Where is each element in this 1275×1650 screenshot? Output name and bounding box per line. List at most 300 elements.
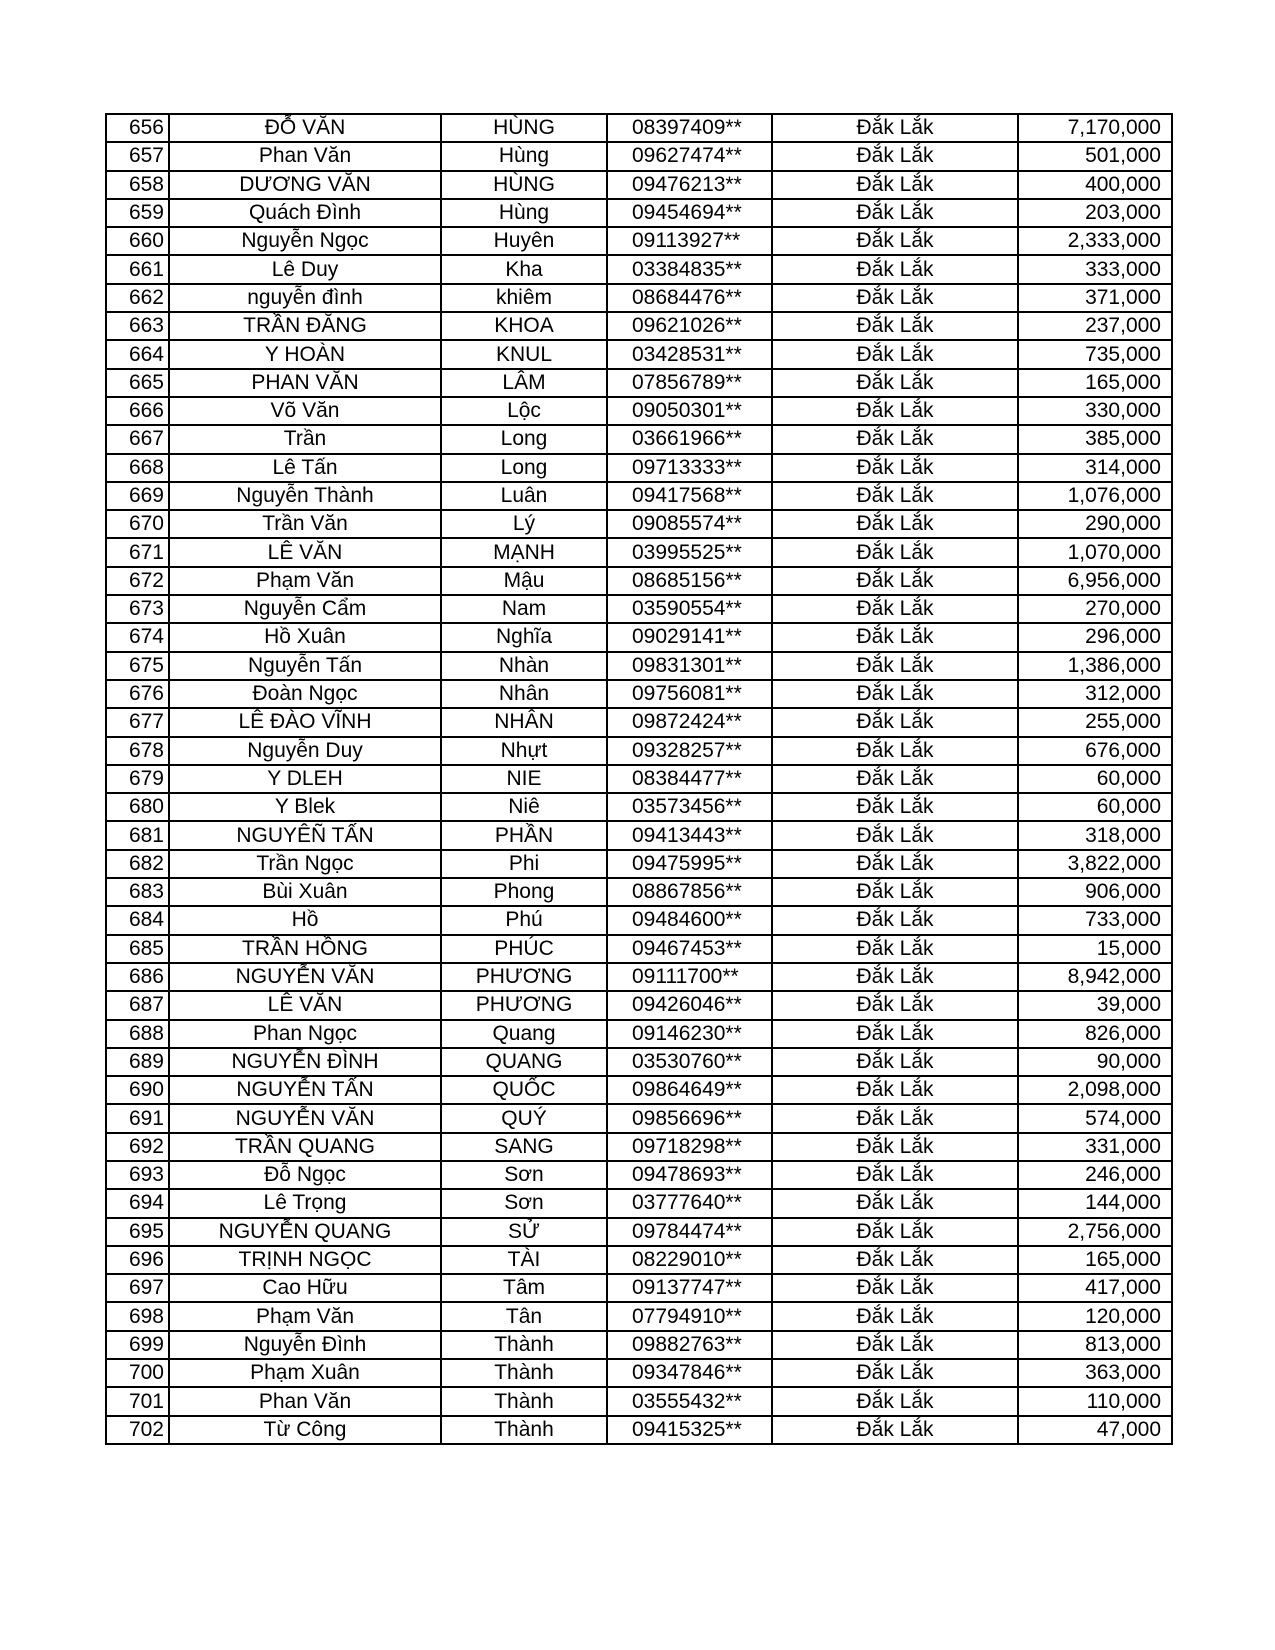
surname-cell: Y DLEH	[169, 765, 441, 793]
surname-cell: Nguyễn Thành	[169, 482, 441, 510]
row-number-cell: 683	[106, 878, 169, 906]
table-row	[106, 1331, 1172, 1359]
surname-cell: Quách Đình	[169, 199, 441, 227]
phone-cell: 08867856**	[607, 878, 772, 906]
table-row	[106, 1218, 1172, 1246]
surname-cell: Nguyễn Duy	[169, 737, 441, 765]
phone-cell: 08685156**	[607, 567, 772, 595]
table-row	[106, 1020, 1172, 1048]
amount-cell: 60,000	[1018, 793, 1172, 821]
surname-cell: Lê Tấn	[169, 454, 441, 482]
province-cell: Đắk Lắk	[772, 1302, 1018, 1330]
amount-cell: 237,000	[1018, 312, 1172, 340]
phone-cell: 09328257**	[607, 737, 772, 765]
phone-cell: 03384835**	[607, 255, 772, 283]
row-number-cell: 701	[106, 1387, 169, 1415]
surname-cell: DƯƠNG VĂN	[169, 171, 441, 199]
amount-cell: 1,070,000	[1018, 538, 1172, 566]
table-row	[106, 708, 1172, 736]
phone-cell: 09467453**	[607, 935, 772, 963]
row-number-cell: 699	[106, 1331, 169, 1359]
row-number-cell: 656	[106, 114, 169, 142]
given-name-cell: Huyên	[441, 227, 607, 255]
amount-cell: 400,000	[1018, 171, 1172, 199]
amount-cell: 165,000	[1018, 369, 1172, 397]
given-name-cell: khiêm	[441, 284, 607, 312]
given-name-cell: PHÚC	[441, 935, 607, 963]
surname-cell: Hồ	[169, 906, 441, 934]
table-row	[106, 595, 1172, 623]
table-body	[106, 114, 1172, 1444]
province-cell: Đắk Lắk	[772, 284, 1018, 312]
row-number-cell: 679	[106, 765, 169, 793]
given-name-cell: Thành	[441, 1359, 607, 1387]
table-row	[106, 623, 1172, 651]
phone-cell: 09882763**	[607, 1331, 772, 1359]
phone-cell: 03590554**	[607, 595, 772, 623]
surname-cell: Nguyễn Cẩm	[169, 595, 441, 623]
phone-cell: 03530760**	[607, 1048, 772, 1076]
table-row	[106, 1359, 1172, 1387]
row-number-cell: 670	[106, 510, 169, 538]
phone-cell: 03995525**	[607, 538, 772, 566]
amount-cell: 2,333,000	[1018, 227, 1172, 255]
row-number-cell: 686	[106, 963, 169, 991]
amount-cell: 165,000	[1018, 1246, 1172, 1274]
given-name-cell: PHƯƠNG	[441, 991, 607, 1019]
given-name-cell: NHÂN	[441, 708, 607, 736]
phone-cell: 09856696**	[607, 1104, 772, 1132]
surname-cell: Trần	[169, 425, 441, 453]
table-row	[106, 369, 1172, 397]
row-number-cell: 684	[106, 906, 169, 934]
surname-cell: Trần Ngọc	[169, 850, 441, 878]
row-number-cell: 666	[106, 397, 169, 425]
province-cell: Đắk Lắk	[772, 1104, 1018, 1132]
row-number-cell: 677	[106, 708, 169, 736]
phone-cell: 09872424**	[607, 708, 772, 736]
province-cell: Đắk Lắk	[772, 340, 1018, 368]
amount-cell: 6,956,000	[1018, 567, 1172, 595]
phone-cell: 09050301**	[607, 397, 772, 425]
province-cell: Đắk Lắk	[772, 1076, 1018, 1104]
phone-cell: 07794910**	[607, 1302, 772, 1330]
province-cell: Đắk Lắk	[772, 1416, 1018, 1444]
province-cell: Đắk Lắk	[772, 369, 1018, 397]
amount-cell: 385,000	[1018, 425, 1172, 453]
given-name-cell: Tân	[441, 1302, 607, 1330]
phone-cell: 09111700**	[607, 963, 772, 991]
given-name-cell: NIE	[441, 765, 607, 793]
province-cell: Đắk Lắk	[772, 425, 1018, 453]
surname-cell: ĐỖ VĂN	[169, 114, 441, 142]
row-number-cell: 664	[106, 340, 169, 368]
table-row	[106, 227, 1172, 255]
given-name-cell: Kha	[441, 255, 607, 283]
table-row	[106, 935, 1172, 963]
given-name-cell: Sơn	[441, 1189, 607, 1217]
surname-cell: Y Blek	[169, 793, 441, 821]
phone-cell: 09029141**	[607, 623, 772, 651]
row-number-cell: 663	[106, 312, 169, 340]
given-name-cell: Niê	[441, 793, 607, 821]
amount-cell: 3,822,000	[1018, 850, 1172, 878]
given-name-cell: PHƯƠNG	[441, 963, 607, 991]
amount-cell: 906,000	[1018, 878, 1172, 906]
row-number-cell: 674	[106, 623, 169, 651]
surname-cell: LÊ ĐÀO VĨNH	[169, 708, 441, 736]
table-row	[106, 1274, 1172, 1302]
phone-cell: 09713333**	[607, 454, 772, 482]
surname-cell: PHAN VĂN	[169, 369, 441, 397]
table-row	[106, 793, 1172, 821]
given-name-cell: Nhàn	[441, 652, 607, 680]
province-cell: Đắk Lắk	[772, 708, 1018, 736]
amount-cell: 676,000	[1018, 737, 1172, 765]
phone-cell: 09113927**	[607, 227, 772, 255]
province-cell: Đắk Lắk	[772, 114, 1018, 142]
phone-cell: 08684476**	[607, 284, 772, 312]
surname-cell: Phạm Xuân	[169, 1359, 441, 1387]
surname-cell: Đoàn Ngọc	[169, 680, 441, 708]
surname-cell: NGUYỄN VĂN	[169, 1104, 441, 1132]
surname-cell: NGUYỄN VĂN	[169, 963, 441, 991]
amount-cell: 330,000	[1018, 397, 1172, 425]
row-number-cell: 680	[106, 793, 169, 821]
row-number-cell: 661	[106, 255, 169, 283]
amount-cell: 2,098,000	[1018, 1076, 1172, 1104]
row-number-cell: 669	[106, 482, 169, 510]
province-cell: Đắk Lắk	[772, 1020, 1018, 1048]
amount-cell: 574,000	[1018, 1104, 1172, 1132]
table-row	[106, 1302, 1172, 1330]
phone-cell: 09347846**	[607, 1359, 772, 1387]
table-row	[106, 114, 1172, 142]
row-number-cell: 671	[106, 538, 169, 566]
table-row	[106, 821, 1172, 849]
phone-cell: 09426046**	[607, 991, 772, 1019]
amount-cell: 144,000	[1018, 1189, 1172, 1217]
province-cell: Đắk Lắk	[772, 595, 1018, 623]
given-name-cell: Hùng	[441, 142, 607, 170]
phone-cell: 08384477**	[607, 765, 772, 793]
given-name-cell: Nhựt	[441, 737, 607, 765]
table-row	[106, 482, 1172, 510]
table-row	[106, 454, 1172, 482]
surname-cell: TRỊNH NGỌC	[169, 1246, 441, 1274]
amount-cell: 246,000	[1018, 1161, 1172, 1189]
row-number-cell: 672	[106, 567, 169, 595]
surname-cell: Phan Văn	[169, 1387, 441, 1415]
row-number-cell: 692	[106, 1133, 169, 1161]
surname-cell: NGUYỄN TẤN	[169, 1076, 441, 1104]
given-name-cell: SỬ	[441, 1218, 607, 1246]
row-number-cell: 676	[106, 680, 169, 708]
province-cell: Đắk Lắk	[772, 171, 1018, 199]
amount-cell: 8,942,000	[1018, 963, 1172, 991]
table-row	[106, 1189, 1172, 1217]
amount-cell: 331,000	[1018, 1133, 1172, 1161]
province-cell: Đắk Lắk	[772, 1359, 1018, 1387]
row-number-cell: 681	[106, 821, 169, 849]
given-name-cell: Lộc	[441, 397, 607, 425]
surname-cell: NGUYỄN QUANG	[169, 1218, 441, 1246]
table-row	[106, 1161, 1172, 1189]
surname-cell: TRẦN QUANG	[169, 1133, 441, 1161]
row-number-cell: 694	[106, 1189, 169, 1217]
amount-cell: 813,000	[1018, 1331, 1172, 1359]
table-row	[106, 1076, 1172, 1104]
surname-cell: Nguyễn Ngọc	[169, 227, 441, 255]
surname-cell: TRẦN HỒNG	[169, 935, 441, 963]
table-row	[106, 538, 1172, 566]
table-row	[106, 765, 1172, 793]
province-cell: Đắk Lắk	[772, 397, 1018, 425]
surname-cell: Lê Duy	[169, 255, 441, 283]
province-cell: Đắk Lắk	[772, 906, 1018, 934]
row-number-cell: 657	[106, 142, 169, 170]
phone-cell: 09864649**	[607, 1076, 772, 1104]
province-cell: Đắk Lắk	[772, 538, 1018, 566]
surname-cell: LÊ VĂN	[169, 991, 441, 1019]
given-name-cell: TÀI	[441, 1246, 607, 1274]
province-cell: Đắk Lắk	[772, 510, 1018, 538]
surname-cell: Nguyễn Đình	[169, 1331, 441, 1359]
phone-cell: 09831301**	[607, 652, 772, 680]
province-cell: Đắk Lắk	[772, 1189, 1018, 1217]
amount-cell: 363,000	[1018, 1359, 1172, 1387]
row-number-cell: 678	[106, 737, 169, 765]
phone-cell: 09756081**	[607, 680, 772, 708]
province-cell: Đắk Lắk	[772, 1387, 1018, 1415]
table-row	[106, 1048, 1172, 1076]
given-name-cell: PHẦN	[441, 821, 607, 849]
surname-cell: Cao Hữu	[169, 1274, 441, 1302]
amount-cell: 501,000	[1018, 142, 1172, 170]
province-cell: Đắk Lắk	[772, 1246, 1018, 1274]
row-number-cell: 673	[106, 595, 169, 623]
row-number-cell: 668	[106, 454, 169, 482]
surname-cell: Từ Công	[169, 1416, 441, 1444]
table-row	[106, 255, 1172, 283]
province-cell: Đắk Lắk	[772, 567, 1018, 595]
phone-cell: 08397409**	[607, 114, 772, 142]
given-name-cell: HÙNG	[441, 114, 607, 142]
surname-cell: Bùi Xuân	[169, 878, 441, 906]
table-row	[106, 906, 1172, 934]
phone-cell: 08229010**	[607, 1246, 772, 1274]
given-name-cell: Lý	[441, 510, 607, 538]
given-name-cell: MẠNH	[441, 538, 607, 566]
given-name-cell: Nam	[441, 595, 607, 623]
province-cell: Đắk Lắk	[772, 312, 1018, 340]
row-number-cell: 675	[106, 652, 169, 680]
phone-cell: 07856789**	[607, 369, 772, 397]
row-number-cell: 659	[106, 199, 169, 227]
amount-cell: 255,000	[1018, 708, 1172, 736]
table-row	[106, 340, 1172, 368]
surname-cell: Lê Trọng	[169, 1189, 441, 1217]
amount-cell: 735,000	[1018, 340, 1172, 368]
table-row	[106, 312, 1172, 340]
given-name-cell: Thành	[441, 1416, 607, 1444]
province-cell: Đắk Lắk	[772, 142, 1018, 170]
recipient-table	[105, 113, 1173, 1445]
table-row	[106, 1246, 1172, 1274]
given-name-cell: LÂM	[441, 369, 607, 397]
amount-cell: 733,000	[1018, 906, 1172, 934]
row-number-cell: 667	[106, 425, 169, 453]
row-number-cell: 693	[106, 1161, 169, 1189]
phone-cell: 09476213**	[607, 171, 772, 199]
phone-cell: 03555432**	[607, 1387, 772, 1415]
amount-cell: 7,170,000	[1018, 114, 1172, 142]
phone-cell: 09417568**	[607, 482, 772, 510]
amount-cell: 60,000	[1018, 765, 1172, 793]
surname-cell: Phan Ngọc	[169, 1020, 441, 1048]
phone-cell: 03573456**	[607, 793, 772, 821]
province-cell: Đắk Lắk	[772, 482, 1018, 510]
amount-cell: 110,000	[1018, 1387, 1172, 1415]
phone-cell: 09454694**	[607, 199, 772, 227]
surname-cell: LÊ VĂN	[169, 538, 441, 566]
table-row	[106, 142, 1172, 170]
row-number-cell: 662	[106, 284, 169, 312]
surname-cell: Phạm Văn	[169, 567, 441, 595]
given-name-cell: Hùng	[441, 199, 607, 227]
amount-cell: 120,000	[1018, 1302, 1172, 1330]
given-name-cell: Nhân	[441, 680, 607, 708]
row-number-cell: 682	[106, 850, 169, 878]
surname-cell: nguyễn đình	[169, 284, 441, 312]
amount-cell: 270,000	[1018, 595, 1172, 623]
province-cell: Đắk Lắk	[772, 737, 1018, 765]
given-name-cell: Tâm	[441, 1274, 607, 1302]
phone-cell: 03777640**	[607, 1189, 772, 1217]
province-cell: Đắk Lắk	[772, 765, 1018, 793]
table-row	[106, 397, 1172, 425]
province-cell: Đắk Lắk	[772, 454, 1018, 482]
amount-cell: 47,000	[1018, 1416, 1172, 1444]
province-cell: Đắk Lắk	[772, 963, 1018, 991]
surname-cell: TRẦN ĐĂNG	[169, 312, 441, 340]
phone-cell: 09627474**	[607, 142, 772, 170]
province-cell: Đắk Lắk	[772, 227, 1018, 255]
amount-cell: 1,386,000	[1018, 652, 1172, 680]
surname-cell: NGUYỄN ĐÌNH	[169, 1048, 441, 1076]
table-row	[106, 1387, 1172, 1415]
phone-cell: 09137747**	[607, 1274, 772, 1302]
amount-cell: 90,000	[1018, 1048, 1172, 1076]
given-name-cell: Sơn	[441, 1161, 607, 1189]
phone-cell: 09146230**	[607, 1020, 772, 1048]
phone-cell: 09085574**	[607, 510, 772, 538]
table-row	[106, 850, 1172, 878]
given-name-cell: SANG	[441, 1133, 607, 1161]
province-cell: Đắk Lắk	[772, 1133, 1018, 1161]
table-row	[106, 680, 1172, 708]
province-cell: Đắk Lắk	[772, 878, 1018, 906]
surname-cell: Nguyễn Tấn	[169, 652, 441, 680]
table-row	[106, 1133, 1172, 1161]
province-cell: Đắk Lắk	[772, 1048, 1018, 1076]
surname-cell: NGUYÊÑ TẤN	[169, 821, 441, 849]
given-name-cell: Luân	[441, 482, 607, 510]
table-row	[106, 425, 1172, 453]
surname-cell: Đỗ Ngọc	[169, 1161, 441, 1189]
table-row	[106, 652, 1172, 680]
amount-cell: 826,000	[1018, 1020, 1172, 1048]
surname-cell: Hồ Xuân	[169, 623, 441, 651]
table-row	[106, 1104, 1172, 1132]
table-row	[106, 991, 1172, 1019]
row-number-cell: 700	[106, 1359, 169, 1387]
given-name-cell: Long	[441, 454, 607, 482]
row-number-cell: 698	[106, 1302, 169, 1330]
phone-cell: 09413443**	[607, 821, 772, 849]
surname-cell: Phan Văn	[169, 142, 441, 170]
phone-cell: 09475995**	[607, 850, 772, 878]
row-number-cell: 688	[106, 1020, 169, 1048]
amount-cell: 314,000	[1018, 454, 1172, 482]
amount-cell: 203,000	[1018, 199, 1172, 227]
given-name-cell: Phong	[441, 878, 607, 906]
phone-cell: 09784474**	[607, 1218, 772, 1246]
province-cell: Đắk Lắk	[772, 935, 1018, 963]
province-cell: Đắk Lắk	[772, 623, 1018, 651]
given-name-cell: Phú	[441, 906, 607, 934]
table-row	[106, 171, 1172, 199]
given-name-cell: Mậu	[441, 567, 607, 595]
phone-cell: 09415325**	[607, 1416, 772, 1444]
amount-cell: 312,000	[1018, 680, 1172, 708]
surname-cell: Trần Văn	[169, 510, 441, 538]
province-cell: Đắk Lắk	[772, 991, 1018, 1019]
province-cell: Đắk Lắk	[772, 850, 1018, 878]
phone-cell: 09478693**	[607, 1161, 772, 1189]
table-row	[106, 284, 1172, 312]
amount-cell: 15,000	[1018, 935, 1172, 963]
table-row	[106, 963, 1172, 991]
given-name-cell: KHOA	[441, 312, 607, 340]
row-number-cell: 689	[106, 1048, 169, 1076]
given-name-cell: QUÝ	[441, 1104, 607, 1132]
surname-cell: Võ Văn	[169, 397, 441, 425]
surname-cell: Phạm Văn	[169, 1302, 441, 1330]
table-row	[106, 199, 1172, 227]
province-cell: Đắk Lắk	[772, 1274, 1018, 1302]
given-name-cell: QUỐC	[441, 1076, 607, 1104]
phone-cell: 09621026**	[607, 312, 772, 340]
given-name-cell: Phi	[441, 850, 607, 878]
province-cell: Đắk Lắk	[772, 680, 1018, 708]
given-name-cell: KNUL	[441, 340, 607, 368]
given-name-cell: Thành	[441, 1387, 607, 1415]
phone-cell: 03661966**	[607, 425, 772, 453]
row-number-cell: 687	[106, 991, 169, 1019]
table-row	[106, 567, 1172, 595]
province-cell: Đắk Lắk	[772, 1161, 1018, 1189]
amount-cell: 2,756,000	[1018, 1218, 1172, 1246]
given-name-cell: Quang	[441, 1020, 607, 1048]
amount-cell: 371,000	[1018, 284, 1172, 312]
table-row	[106, 510, 1172, 538]
amount-cell: 296,000	[1018, 623, 1172, 651]
table-row	[106, 737, 1172, 765]
surname-cell: Y HOÀN	[169, 340, 441, 368]
row-number-cell: 697	[106, 1274, 169, 1302]
province-cell: Đắk Lắk	[772, 1218, 1018, 1246]
